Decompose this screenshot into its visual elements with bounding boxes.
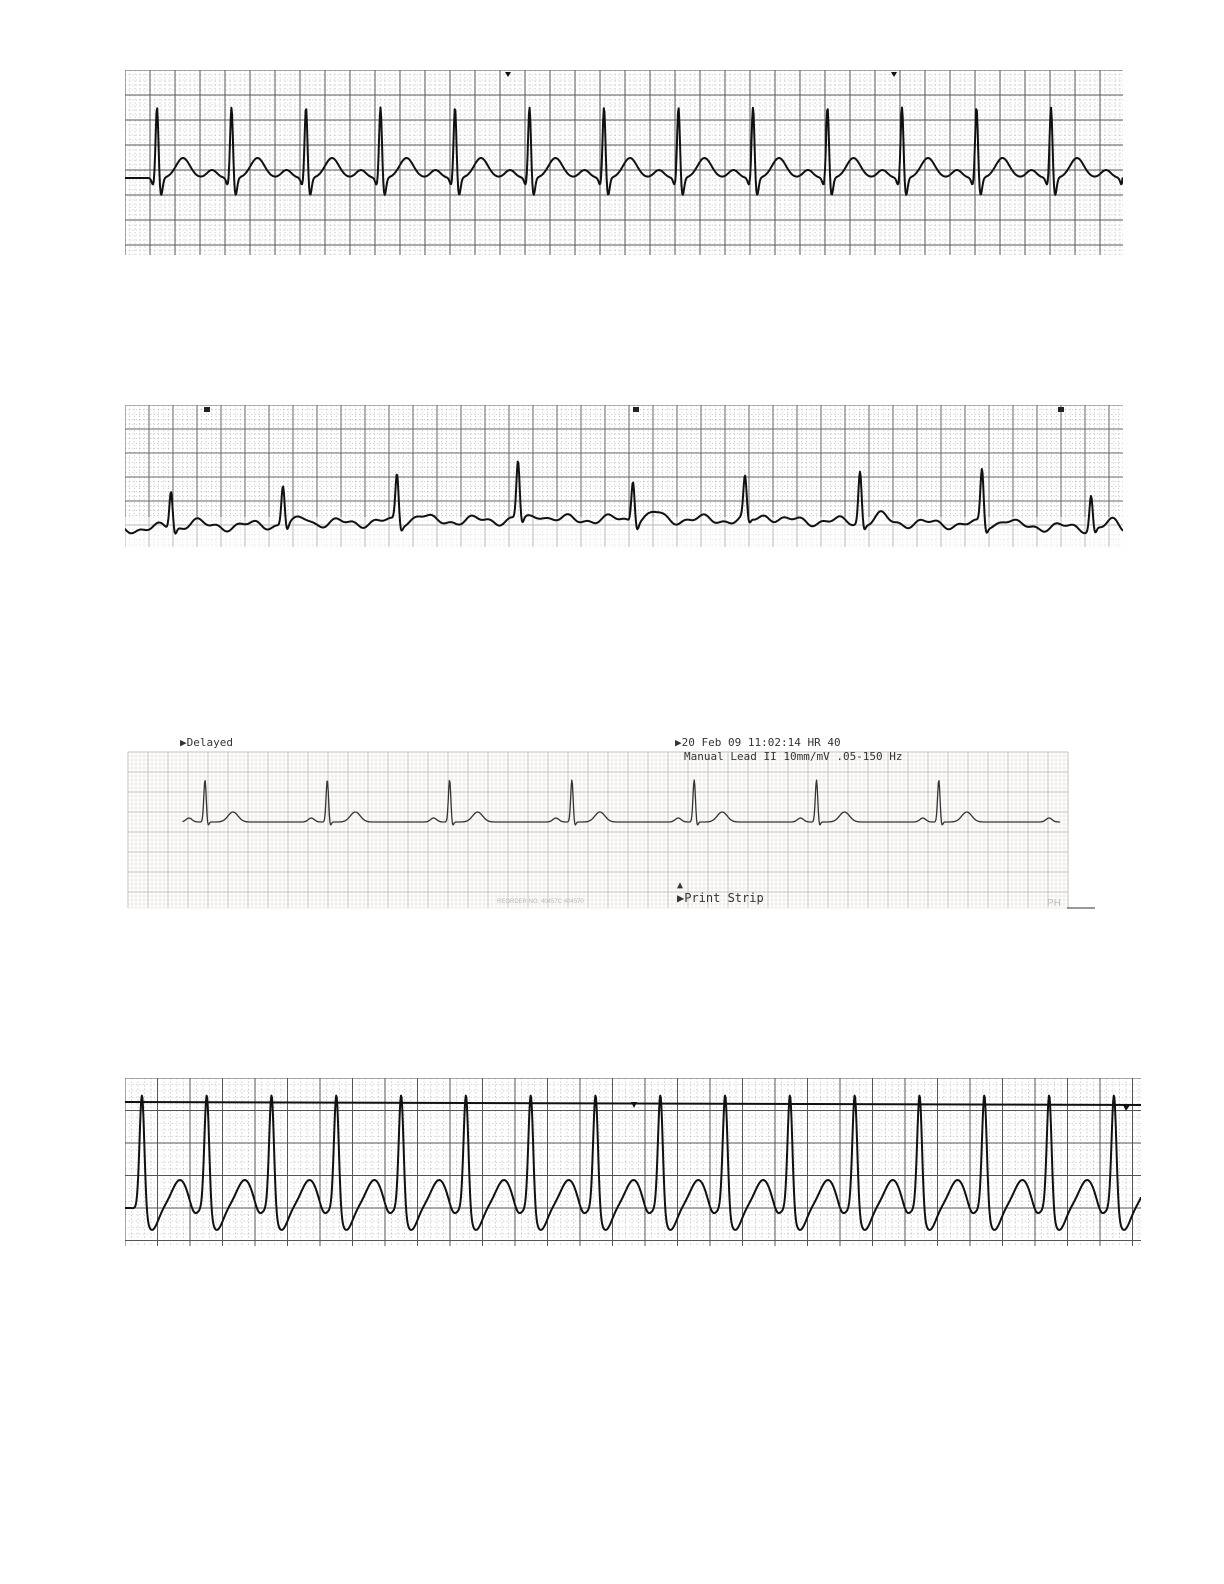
ecg-strip-4-svg [125, 1078, 1141, 1246]
strip-3-reorder-text: REORDER NO. 40457C 404570 [497, 899, 584, 905]
strip-2-marker-1 [204, 407, 210, 412]
strip-1-marker-2 [891, 72, 897, 77]
strip-3-logo: PH [1047, 898, 1061, 909]
strip-3-header-left: ▶Delayed [180, 738, 233, 749]
strip-2-marker-2 [633, 407, 639, 412]
ecg-strip-2 [125, 405, 1123, 547]
strip-3-print-strip: ▶Print Strip [677, 891, 764, 905]
strip-3-header-right-2: Manual Lead II 10mm/mV .05-150 Hz [684, 750, 903, 763]
ecg-strip-4 [125, 1078, 1141, 1246]
strip-2-marker-3 [1058, 407, 1064, 412]
ecg-strip-3 [125, 738, 1097, 912]
ecg-strip-1-svg [125, 70, 1123, 255]
ecg-strip-3-svg [125, 738, 1097, 912]
ecg-strip-2-svg [125, 405, 1123, 547]
strip-3-grid [128, 752, 1068, 908]
strip-3-header-right-1: ▶20 Feb 09 11:02:14 HR 40 [675, 738, 841, 749]
strip-3-footer-marker: ▲ [677, 880, 684, 891]
ecg-strip-1 [125, 70, 1123, 255]
